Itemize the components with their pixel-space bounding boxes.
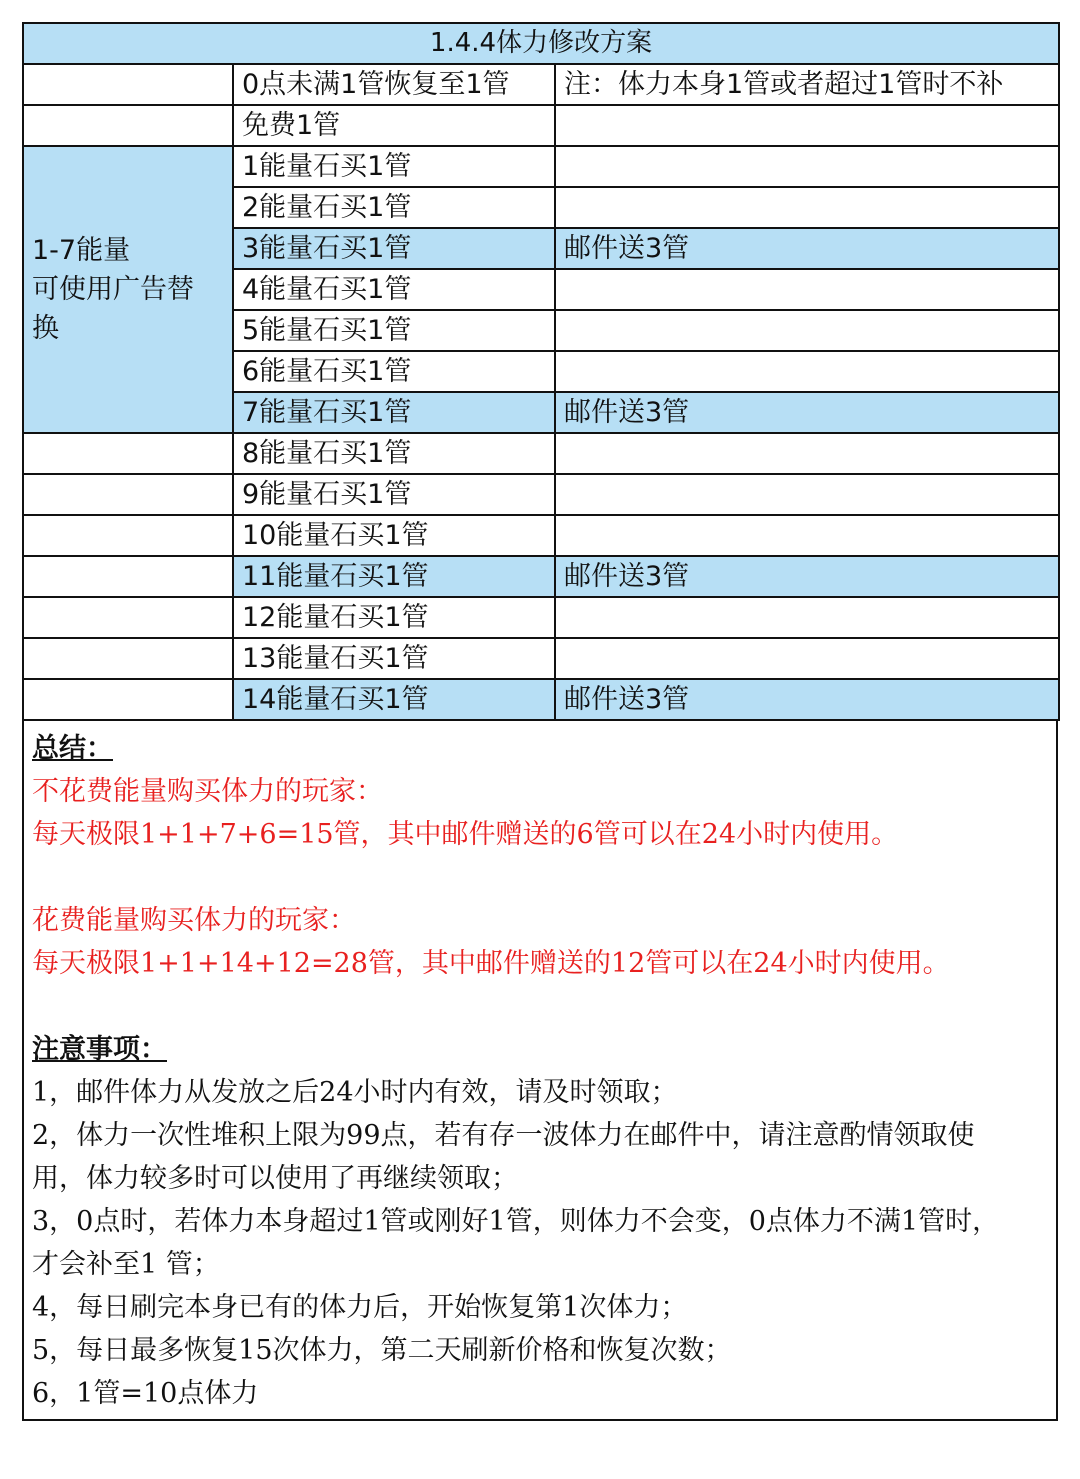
row-label — [23, 556, 233, 597]
row-note: 邮件送3管 — [555, 556, 1059, 597]
row-item: 免费1管 — [233, 105, 555, 146]
row-note: 邮件送3管 — [555, 392, 1059, 433]
no-spend-title: 不花费能量购买体力的玩家： — [32, 776, 383, 807]
row-label — [23, 515, 233, 556]
table-row — [23, 556, 1059, 597]
page-title: 1.4.4体力修改方案 — [23, 23, 1059, 64]
row-label — [23, 433, 233, 474]
row-note — [555, 474, 1059, 515]
row-item: 11能量石买1管 — [233, 556, 555, 597]
row-item: 6能量石买1管 — [233, 351, 555, 392]
row-note — [555, 187, 1059, 228]
plan-table — [22, 22, 1060, 721]
row-item: 5能量石买1管 — [233, 310, 555, 351]
note-line: 3，0点时，若体力本身超过1管或刚好1管，则体力不会变，0点体力不满1管时， — [32, 1206, 1000, 1237]
notes-heading: 注意事项： — [32, 1034, 167, 1065]
table-row — [23, 105, 1059, 146]
note-line: 5，每日最多恢复15次体力，第二天刷新价格和恢复次数； — [32, 1335, 732, 1366]
row-note — [555, 433, 1059, 474]
row-item: 10能量石买1管 — [233, 515, 555, 556]
row-label — [23, 474, 233, 515]
row-label — [23, 105, 233, 146]
summary-heading: 总结： — [32, 733, 113, 764]
note-line: 2，体力一次性堆积上限为99点，若有存一波体力在邮件中，请注意酌情领取使 — [32, 1120, 975, 1151]
row-note — [555, 515, 1059, 556]
row-item: 14能量石买1管 — [233, 679, 555, 720]
spacer — [32, 856, 1048, 899]
table-row — [23, 597, 1059, 638]
summary-box — [22, 721, 1058, 1421]
no-spend-text: 每天极限1+1+7+6=15管，其中邮件赠送的6管可以在24小时内使用。 — [32, 819, 899, 850]
table-row — [23, 515, 1059, 556]
table-row — [23, 64, 1059, 105]
group-label-line: 1-7能量 — [32, 235, 131, 266]
note-line: 6，1管=10点体力 — [32, 1378, 259, 1409]
group-label-line: 换 — [32, 313, 59, 344]
row-item: 2能量石买1管 — [233, 187, 555, 228]
note-line: 1，邮件体力从发放之后24小时内有效，请及时领取； — [32, 1077, 678, 1108]
spend-text: 每天极限1+1+14+12=28管，其中邮件赠送的12管可以在24小时内使用。 — [32, 948, 950, 979]
row-note — [555, 310, 1059, 351]
row-note: 注：体力本身1管或者超过1管时不补 — [555, 64, 1059, 105]
row-item: 7能量石买1管 — [233, 392, 555, 433]
table-row — [23, 146, 1059, 187]
note-line: 用，体力较多时可以使用了再继续领取； — [32, 1163, 518, 1194]
table-row — [23, 433, 1059, 474]
group-label-line: 可使用广告替 — [32, 274, 194, 305]
spend-title: 花费能量购买体力的玩家： — [32, 905, 356, 936]
row-label — [23, 64, 233, 105]
note-line: 才会补至1 管； — [32, 1249, 220, 1280]
note-line: 4，每日刷完本身已有的体力后，开始恢复第1次体力； — [32, 1292, 688, 1323]
row-note — [555, 638, 1059, 679]
row-note — [555, 351, 1059, 392]
row-item: 13能量石买1管 — [233, 638, 555, 679]
plan-sheet — [22, 22, 1058, 1421]
row-note — [555, 146, 1059, 187]
row-item: 9能量石买1管 — [233, 474, 555, 515]
row-label — [23, 638, 233, 679]
row-item: 0点未满1管恢复至1管 — [233, 64, 555, 105]
row-item: 1能量石买1管 — [233, 146, 555, 187]
title-row — [23, 23, 1059, 64]
row-label — [23, 679, 233, 720]
row-note — [555, 105, 1059, 146]
row-label — [23, 597, 233, 638]
row-item: 3能量石买1管 — [233, 228, 555, 269]
row-item: 8能量石买1管 — [233, 433, 555, 474]
table-row — [23, 474, 1059, 515]
table-row — [23, 679, 1059, 720]
row-item: 4能量石买1管 — [233, 269, 555, 310]
row-item: 12能量石买1管 — [233, 597, 555, 638]
row-note — [555, 269, 1059, 310]
row-note: 邮件送3管 — [555, 679, 1059, 720]
spacer — [32, 985, 1048, 1028]
row-note — [555, 597, 1059, 638]
group-label — [23, 146, 233, 433]
row-note: 邮件送3管 — [555, 228, 1059, 269]
table-row — [23, 638, 1059, 679]
